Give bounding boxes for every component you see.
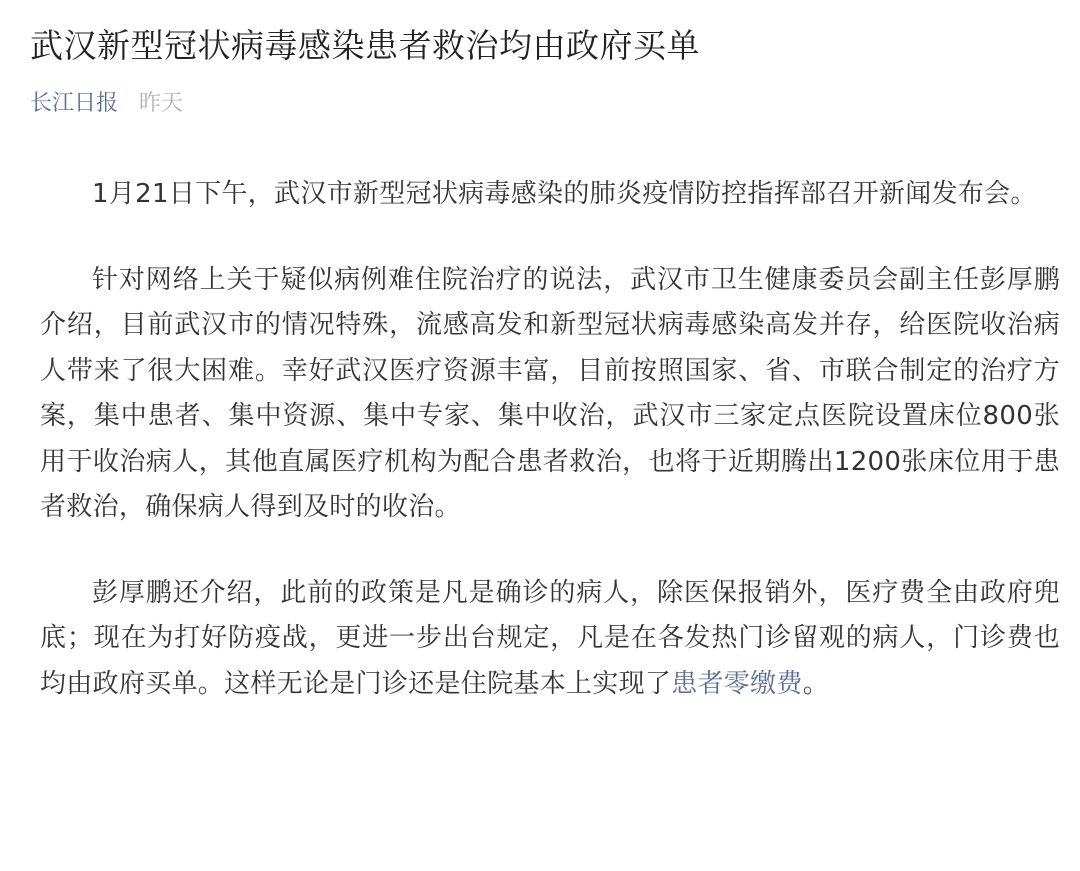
paragraph-3 [40,571,1060,708]
paragraph-1: 1月21日下午，武汉市新型冠状病毒感染的肺炎疫情防控指挥部召开新闻发布会。 [92,179,1037,209]
article-title: 武汉新型冠状病毒感染患者救治均由政府买单 [30,26,700,65]
article-meta [30,88,183,120]
publish-date: 昨天 [139,91,184,116]
paragraph-2: 针对网络上关于疑似病例难住院治疗的说法，武汉市卫生健康委员会副主任彭厚鹏介绍，目前武汉市的情况特殊，流感高发和新型冠状病毒感染高发并存，给医院收治病人带来了很大困难。幸好武汉医疗资源丰富，目前按照国家、省、市联合制定的治疗方案，集中患者、集中资源、集中专家、集中收治，武汉市三家定点医院设置床位800张用于收治病人，其他直属医疗机构为配合患者救治，也将于近期腾出1200张床位用于患者救治，确保病人得到及时的收治。 [40,264,1060,522]
paragraph-3-end: 。 [802,668,830,699]
article-body [40,172,1060,747]
paragraph-3-text: 彭厚鹏还介绍，此前的政策是凡是确诊的病人，除医保报销外，医疗费全由政府兜底；现在为打好防疫战，更进一步出台规定，凡是在各发热门诊留观的病人，门诊费也均由政府买单。这样无论是门诊还是住院基本上实现了 [40,577,1060,699]
keyword-link[interactable]: 患者零缴费 [671,668,803,699]
source-link[interactable]: 长江日报 [30,91,119,116]
